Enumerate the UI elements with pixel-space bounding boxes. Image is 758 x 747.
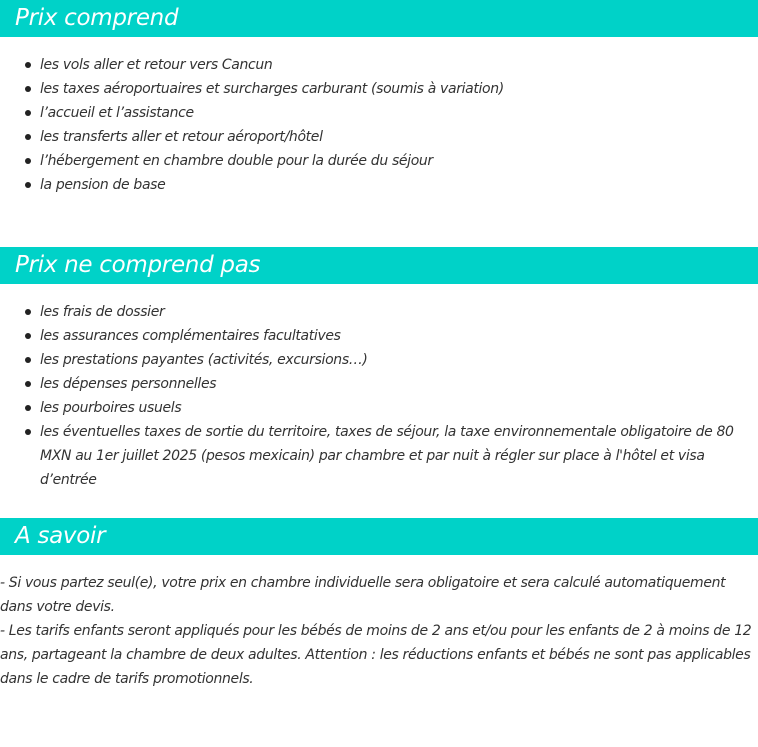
a-savoir-paragraph: - Si vous partez seul(e), votre prix en chambre individuelle sera obligatoire et sera calculé automatiquement dans votre devis. bbox=[0, 575, 726, 615]
a-savoir-paragraph: - Les tarifs enfants seront appliqués pour les bébés de moins de 2 ans et/ou pour les enfants de 2 à moins de 12 ans, partageant la chambre de deux adultes. Attention : les réductions enfants et bébés ne sont pas applicables dans le cadre de tarifs promotionnels. bbox=[0, 623, 752, 687]
list-item: les dépenses personnelles bbox=[0, 372, 758, 396]
section-title-prix-ne-comprend-pas: Prix ne comprend pas bbox=[15, 252, 261, 278]
list-item: les transferts aller et retour aéroport/hôtel bbox=[0, 125, 758, 149]
list-item: les assurances complémentaires facultatives bbox=[0, 324, 758, 348]
a-savoir-text bbox=[0, 571, 752, 691]
section-title-prix-comprend: Prix comprend bbox=[15, 5, 179, 31]
list-item: les éventuelles taxes de sortie du territoire, taxes de séjour, la taxe environnementale obligatoire de 80 MXN au 1er juillet 2025 (pesos mexicain) par chambre et par nuit à régler sur place à l'hôtel et visa d’entrée bbox=[0, 420, 758, 492]
list-item: les frais de dossier bbox=[0, 300, 758, 324]
list-item: la pension de base bbox=[0, 173, 758, 197]
list-item: les prestations payantes (activités, excursions…) bbox=[0, 348, 758, 372]
list-item: les vols aller et retour vers Cancun bbox=[0, 53, 758, 77]
list-item: les taxes aéroportuaires et surcharges carburant (soumis à variation) bbox=[0, 77, 758, 101]
list-item: l’hébergement en chambre double pour la durée du séjour bbox=[0, 149, 758, 173]
section-title-a-savoir: A savoir bbox=[15, 523, 106, 549]
included-list bbox=[0, 53, 758, 197]
list-item: l’accueil et l’assistance bbox=[0, 101, 758, 125]
section-header-prix-ne-comprend-pas bbox=[0, 247, 758, 284]
list-item: les pourboires usuels bbox=[0, 396, 758, 420]
excluded-list bbox=[0, 300, 758, 492]
section-header-a-savoir bbox=[0, 518, 758, 555]
section-header-prix-comprend bbox=[0, 0, 758, 37]
